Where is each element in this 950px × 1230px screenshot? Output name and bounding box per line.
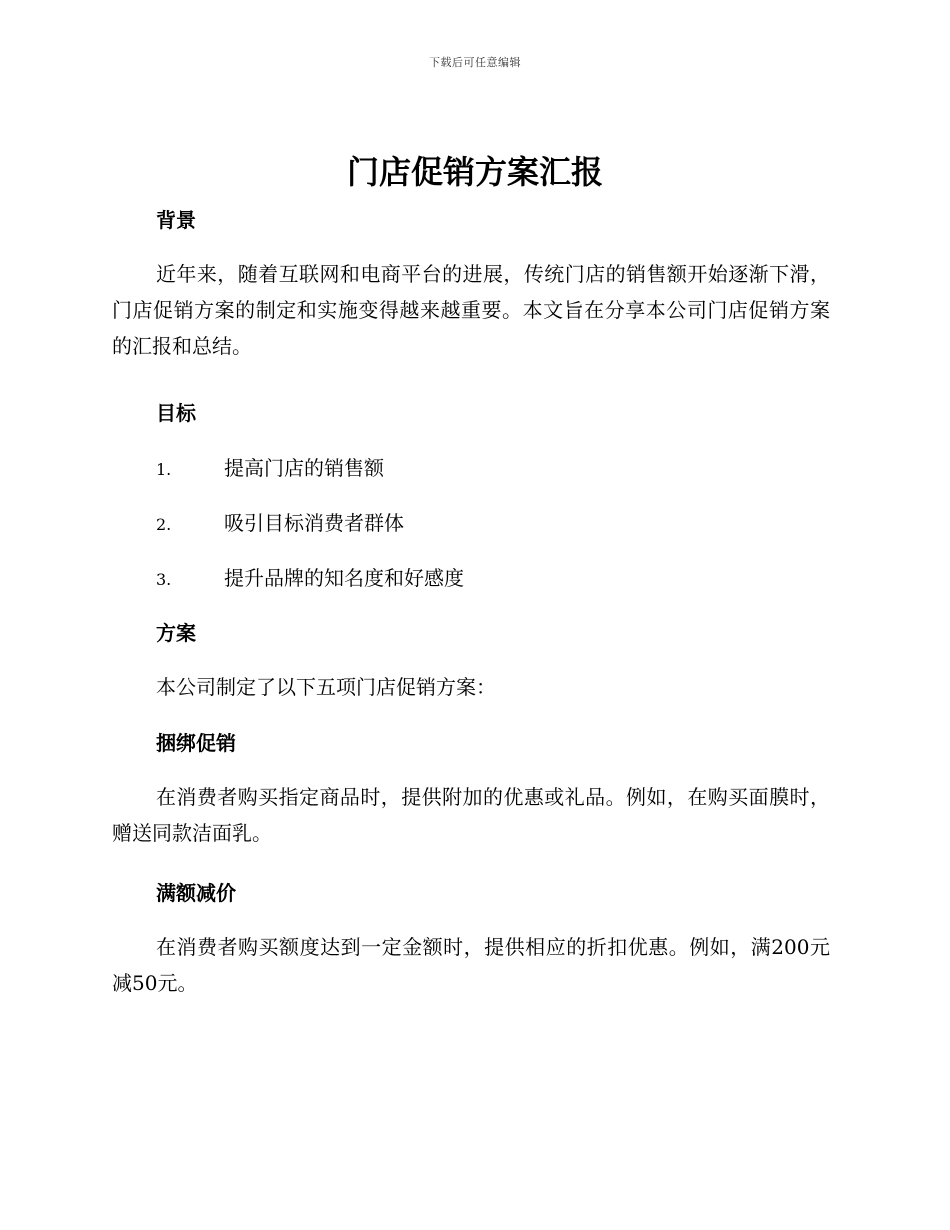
header-note: 下载后可任意编辑 — [429, 56, 521, 69]
goal-list-item — [156, 455, 384, 483]
paragraph-threshold-discount: 在消费者购买额度达到一定金额时，提供相应的折扣优惠。例如，满200元减50元。 — [112, 935, 830, 995]
heading-bundle-promotion: 捆绑促销 — [156, 731, 236, 755]
list-text: 吸引目标消费者群体 — [224, 511, 404, 535]
paragraph-background: 近年来，随着互联网和电商平台的进展，传统门店的销售额开始逐渐下滑，门店促销方案的制定和实施变得越来越重要。本文旨在分享本公司门店促销方案的汇报和总结。 — [112, 262, 830, 358]
list-number: 2. — [156, 515, 172, 534]
page-title: 门店促销方案汇报 — [346, 153, 603, 191]
list-text: 提高门店的销售额 — [224, 456, 384, 480]
heading-plan: 方案 — [156, 621, 196, 645]
paragraph-plan-intro: 本公司制定了以下五项门店促销方案： — [156, 675, 496, 699]
heading-background: 背景 — [156, 208, 196, 232]
list-number: 3. — [156, 570, 172, 589]
goal-list-item — [156, 565, 464, 593]
list-number: 1. — [156, 460, 172, 479]
heading-threshold-discount: 满额减价 — [156, 881, 236, 905]
heading-goals: 目标 — [156, 401, 196, 425]
list-text: 提升品牌的知名度和好感度 — [224, 566, 464, 590]
goal-list-item — [156, 510, 404, 538]
paragraph-bundle-promotion: 在消费者购买指定商品时，提供附加的优惠或礼品。例如，在购买面膜时，赠送同款洁面乳。 — [112, 785, 830, 845]
